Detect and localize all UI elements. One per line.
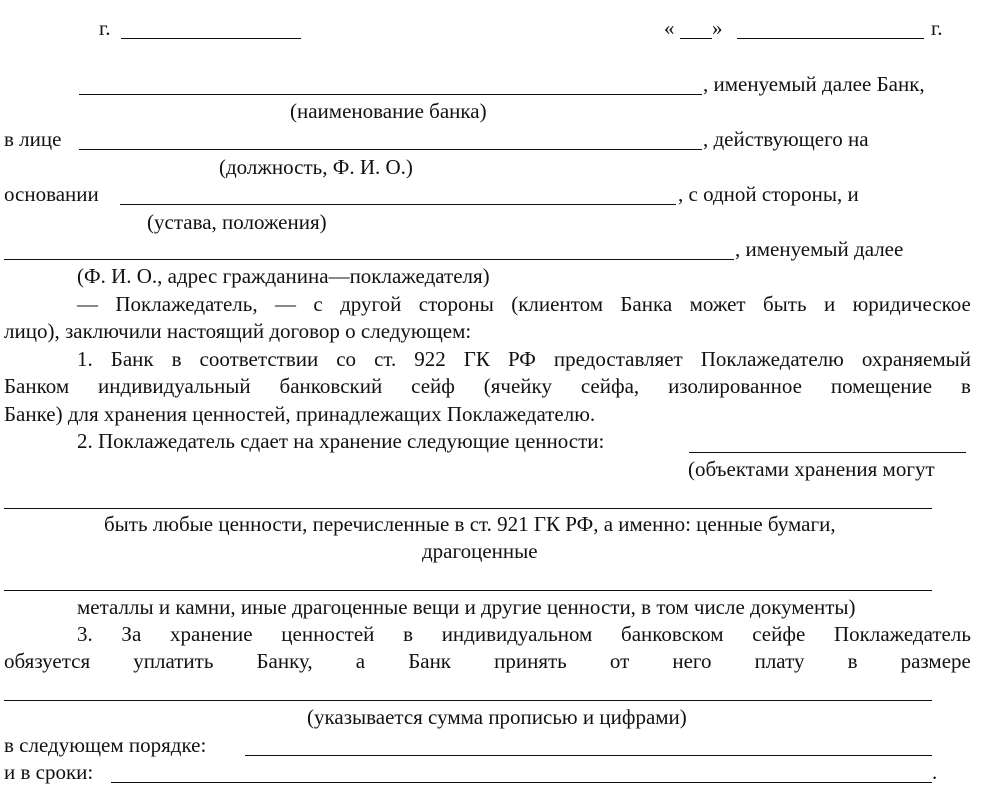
word: Поклажедатель, xyxy=(115,292,258,316)
word: принять xyxy=(494,649,567,673)
date-close-quote: » xyxy=(712,16,723,40)
depositor-clause-line-1 xyxy=(77,294,971,315)
bank-named-text: , именуемый далее Банк, xyxy=(703,72,925,96)
clause-2-text: 2. Поклажедатель сдает на хранение следующие ценности: xyxy=(77,429,605,453)
terms-blank[interactable] xyxy=(111,782,932,783)
word: стороны xyxy=(418,292,494,316)
word: ГК xyxy=(463,347,490,371)
word: юридическое xyxy=(852,292,971,316)
acting-text: , действующего на xyxy=(703,127,869,151)
bank-name-caption: (наименование банка) xyxy=(290,99,487,123)
amount-blank[interactable] xyxy=(4,700,932,701)
word: охраняемый xyxy=(861,347,971,371)
depositor-named-text: , именуемый далее xyxy=(735,237,904,261)
depositor-clause-line-2: лицо), заключили настоящий договор о следующем: xyxy=(4,319,472,343)
valuables-caption-3: драгоценные xyxy=(422,539,538,563)
word: индивидуальный xyxy=(98,374,251,398)
terms-label: и в сроки: xyxy=(4,760,94,784)
word: с xyxy=(313,292,323,316)
clause-1-line-1 xyxy=(77,349,971,370)
word: За xyxy=(121,622,142,646)
word: — xyxy=(275,292,296,316)
valuables-blank-2[interactable] xyxy=(4,508,932,509)
word: в xyxy=(403,622,414,646)
word: и xyxy=(823,292,836,316)
valuables-caption-2: быть любые ценности, перечисленные в ст. 921 ГК РФ, а именно: ценные бумаги, xyxy=(104,512,836,536)
clause-3-line-1 xyxy=(77,624,971,645)
word: Банк xyxy=(110,347,154,371)
word: помещение xyxy=(830,374,933,398)
word: хранение xyxy=(169,622,253,646)
word: а xyxy=(355,649,366,673)
word: в xyxy=(960,374,971,398)
word: размере xyxy=(900,649,971,673)
word: Банку, xyxy=(256,649,313,673)
valuables-caption-1: (объектами хранения могут xyxy=(688,457,935,481)
one-side-text: , с одной стороны, и xyxy=(678,182,859,206)
basis-label: основании xyxy=(4,182,99,206)
amount-caption: (указывается сумма прописью и цифрами) xyxy=(307,705,687,729)
date-open-quote: « xyxy=(664,16,675,40)
word: плату xyxy=(754,649,805,673)
word: — xyxy=(77,292,98,316)
word: другой xyxy=(340,292,402,316)
word: быть xyxy=(762,292,807,316)
word: Банка xyxy=(620,292,673,316)
represented-by-label: в лице xyxy=(4,127,62,151)
city-prefix: г. xyxy=(99,16,111,40)
valuables-blank-3[interactable] xyxy=(4,590,932,591)
word: банковский xyxy=(279,374,383,398)
word: РФ xyxy=(507,347,536,371)
date-month-year-blank[interactable] xyxy=(737,38,924,39)
word: в xyxy=(847,649,858,673)
order-label: в следующем порядке: xyxy=(4,733,207,757)
depositor-blank[interactable] xyxy=(4,259,734,260)
representative-caption: (должность, Ф. И. О.) xyxy=(219,155,413,179)
word: может xyxy=(689,292,746,316)
valuables-caption-4: металлы и камни, иные драгоценные вещи и другие ценности, в том числе документы) xyxy=(77,595,856,619)
date-day-blank[interactable] xyxy=(680,38,712,39)
clause-3-line-2 xyxy=(4,651,971,672)
word: предоставляет xyxy=(553,347,683,371)
word: индивидуальном xyxy=(441,622,593,646)
bank-name-blank[interactable] xyxy=(79,94,702,95)
word: изолированное xyxy=(668,374,802,398)
word: со xyxy=(336,347,357,371)
word: Поклажедателю xyxy=(700,347,844,371)
word: сейфа, xyxy=(580,374,640,398)
word: 922 xyxy=(414,347,446,371)
word: от xyxy=(609,649,630,673)
basis-blank[interactable] xyxy=(120,204,676,205)
representative-blank[interactable] xyxy=(79,149,702,150)
word: сейфе xyxy=(752,622,806,646)
year-suffix: г. xyxy=(931,16,943,40)
clause-1-line-2 xyxy=(4,376,971,397)
word: (ячейку xyxy=(483,374,552,398)
word: Банк xyxy=(408,649,452,673)
word: Банком xyxy=(4,374,70,398)
terms-period: . xyxy=(932,760,938,784)
word: обязуется xyxy=(4,649,91,673)
city-blank[interactable] xyxy=(121,38,301,39)
order-blank[interactable] xyxy=(245,755,932,756)
word: сейф xyxy=(411,374,455,398)
word: банковском xyxy=(621,622,724,646)
word: ст. xyxy=(374,347,397,371)
word: него xyxy=(672,649,712,673)
word: 3. xyxy=(77,622,93,646)
clause-1-line-3: Банке) для хранения ценностей, принадлежащих Поклажедателю. xyxy=(4,402,596,426)
depositor-caption: (Ф. И. О., адрес гражданина—поклажедателя) xyxy=(77,264,490,288)
word: 1. xyxy=(77,347,93,371)
valuables-blank-1[interactable] xyxy=(689,452,966,453)
basis-caption: (устава, положения) xyxy=(147,210,327,234)
word: уплатить xyxy=(133,649,214,673)
word: (клиентом xyxy=(511,292,603,316)
word: в xyxy=(171,347,182,371)
word: ценностей xyxy=(281,622,375,646)
word: Поклажедатель xyxy=(833,622,971,646)
word: соответствии xyxy=(199,347,319,371)
